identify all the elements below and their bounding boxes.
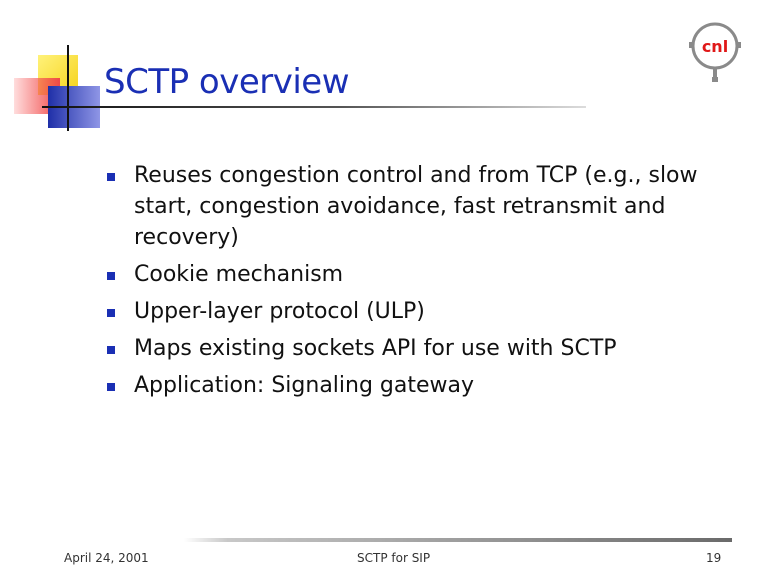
decor-vertical-line: [67, 45, 69, 131]
footer-divider: [184, 538, 732, 542]
cnl-logo-icon: [686, 20, 744, 84]
bullet-text: Cookie mechanism: [134, 262, 344, 287]
title-underline: [42, 106, 586, 108]
bullet-item: [104, 370, 734, 401]
bullet-item: [104, 296, 734, 327]
bullet-text: Upper-layer protocol (ULP): [134, 299, 425, 324]
bullet-item: [104, 160, 734, 253]
bullet-square-icon: [107, 346, 115, 354]
footer-date: April 24, 2001: [64, 551, 149, 565]
bullet-item: [104, 259, 734, 290]
bullet-square-icon: [107, 272, 115, 280]
logo-wordmark: cnl: [701, 37, 729, 56]
page-number: 19: [706, 551, 722, 565]
footer-title: SCTP for SIP: [357, 551, 431, 565]
slide-title: SCTP overview: [104, 62, 350, 102]
bullet-text: Reuses congestion control and from TCP (e.g., slow start, congestion avoidance, fast retransmit and recovery): [134, 163, 698, 250]
bullet-list: [104, 160, 734, 407]
bullet-square-icon: [107, 383, 115, 391]
bullet-text: Application: Signaling gateway: [134, 373, 475, 398]
bullet-square-icon: [107, 173, 115, 181]
bullet-text: Maps existing sockets API for use with SCTP: [134, 336, 617, 361]
bullet-square-icon: [107, 309, 115, 317]
bullet-item: [104, 333, 734, 364]
